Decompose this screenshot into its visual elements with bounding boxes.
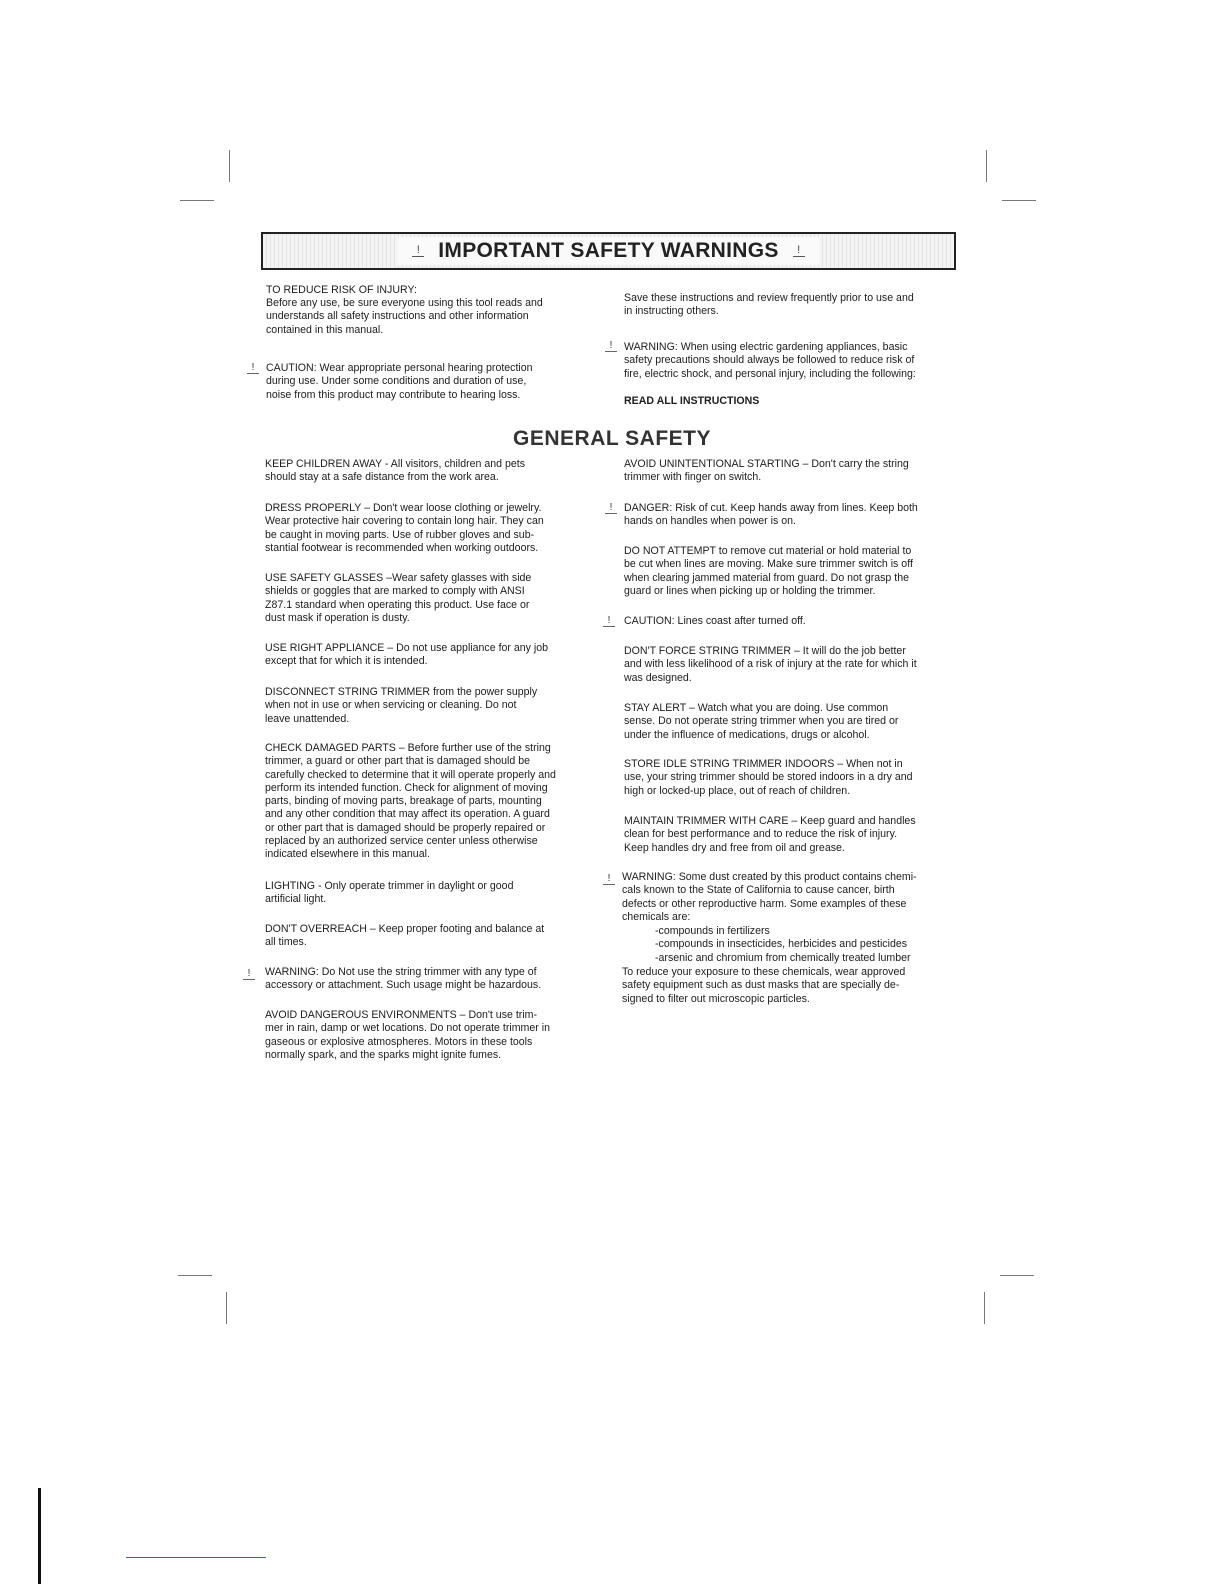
scan-blue-line	[126, 1557, 266, 1558]
risk-heading: TO REDUCE RISK OF INJURY:	[266, 284, 417, 296]
risk-body: Before any use, be sure everyone using this tool reads and understands all safety instructions and other information contained in this manual.	[266, 297, 543, 336]
dont-overreach: DON'T OVERREACH – Keep proper footing and balance at all times.	[265, 923, 545, 949]
read-all-instructions: READ ALL INSTRUCTIONS	[624, 395, 760, 407]
warning-triangle-icon: !	[605, 341, 617, 352]
stay-alert: STAY ALERT – Watch what you are doing. Use common sense. Do not operate string trimmer when you are tired or under the influence of medications, drugs or alcohol.	[624, 702, 899, 741]
reduce-exposure: To reduce your exposure to these chemicals, wear approved safety equipment such as dust masks that are specially de- signed to filter out microscopic particles.	[622, 966, 906, 1005]
crop-mark	[180, 200, 214, 201]
banner-title: IMPORTANT SAFETY WARNINGS	[438, 239, 779, 262]
warning-triangle-icon: !	[793, 245, 805, 257]
danger-cut: DANGER: Risk of cut. Keep hands away from lines. Keep both hands on handles when power is on.	[624, 502, 918, 528]
warning-dust: WARNING: Some dust created by this product contains chemi- cals known to the State of California to cause cancer, birth defects or other reproductive harm. Some examples of these chemicals are:	[622, 871, 917, 923]
save-instructions: Save these instructions and review frequently prior to use and in instructing others.	[624, 292, 914, 318]
store-idle-trimmer: STORE IDLE STRING TRIMMER INDOORS – When not in use, your string trimmer should be stored indoors in a dry and high or locked-up place, out of reach of children.	[624, 758, 913, 797]
safety-warnings-banner	[261, 232, 956, 270]
general-safety-title: GENERAL SAFETY	[513, 427, 711, 450]
avoid-dangerous-environments: AVOID DANGEROUS ENVIRONMENTS – Don't use trim- mer in rain, damp or wet locations. Do not operate trimmer in gaseous or explosive atmospheres. Motors in these tools normally spark, and the sparks might ignite fumes.	[265, 1009, 550, 1061]
dont-force-trimmer: DON'T FORCE STRING TRIMMER – It will do the job better and with less likelihood of a risk of injury at the rate for which it was designed.	[624, 645, 917, 684]
warning-triangle-icon: !	[412, 245, 424, 257]
warning-triangle-icon: !	[605, 503, 617, 514]
scan-edge-bar	[38, 1488, 41, 1584]
do-not-attempt: DO NOT ATTEMPT to remove cut material or hold material to be cut when lines are moving. Make sure trimmer switch is off when clearing jammed material from guard. Do not grasp the guard or lines when picking up or holding the trimmer.	[624, 545, 913, 597]
crop-mark	[1002, 200, 1036, 201]
use-safety-glasses: USE SAFETY GLASSES –Wear safety glasses with side shields or goggles that are marked to comply with ANSI Z87.1 standard when operating this product. Use face or dust mask if operation is dusty.	[265, 572, 532, 624]
banner-inner	[398, 237, 818, 265]
crop-mark	[229, 150, 230, 182]
lighting: LIGHTING - Only operate trimmer in daylight or good artificial light.	[265, 880, 514, 906]
crop-mark	[1000, 1275, 1034, 1276]
caution-hearing: CAUTION: Wear appropriate personal hearing protection during use. Under some conditions and duration of use, noise from this product may contribute to hearing loss.	[266, 362, 533, 401]
warning-triangle-icon: !	[243, 969, 255, 980]
warning-accessory: WARNING: Do Not use the string trimmer with any type of accessory or attachment. Such usage might be hazardous.	[265, 966, 542, 992]
crop-mark	[178, 1275, 212, 1276]
chem-list-item: -compounds in insecticides, herbicides and pesticides	[655, 938, 908, 950]
crop-mark	[984, 1292, 985, 1324]
avoid-unintentional-starting: AVOID UNINTENTIONAL STARTING – Don't carry the string trimmer with finger on switch.	[624, 458, 909, 484]
crop-mark	[226, 1292, 227, 1324]
maintain-trimmer: MAINTAIN TRIMMER WITH CARE – Keep guard and handles clean for best performance and to reduce the risk of injury. Keep handles dry and free from oil and grease.	[624, 815, 916, 854]
warning-electric: WARNING: When using electric gardening appliances, basic safety precautions should always be followed to reduce risk of fire, electric shock, and personal injury, including the following:	[624, 341, 916, 380]
check-damaged-parts: CHECK DAMAGED PARTS – Before further use of the string trimmer, a guard or other part that is damaged should be carefully checked to determine that it will operate properly and perform its intended function. Check for alignment of moving parts, binding of moving parts, breakage of parts, mounting and any other condition that may affect its operation. A guard or other part that is damaged should be properly repaired or replaced by an authorized service center unless otherwise indicated elsewhere in this manual.	[265, 742, 556, 861]
chem-list-item: -arsenic and chromium from chemically treated lumber	[655, 952, 911, 964]
disconnect-trimmer: DISCONNECT STRING TRIMMER from the power supply when not in use or when servicing or cleaning. Do not leave unattended.	[265, 686, 538, 725]
chem-list-item: -compounds in fertilizers	[655, 925, 770, 937]
use-right-appliance: USE RIGHT APPLIANCE – Do not use appliance for any job except that for which it is intended.	[265, 642, 549, 668]
warning-triangle-icon: !	[247, 363, 259, 374]
keep-children-away: KEEP CHILDREN AWAY - All visitors, children and pets should stay at a safe distance from the work area.	[265, 458, 526, 484]
warning-triangle-icon: !	[603, 616, 615, 627]
dress-properly: DRESS PROPERLY – Don't wear loose clothing or jewelry. Wear protective hair covering to contain long hair. They can be caught in moving parts. Use of rubber gloves and sub- stantial footwear is recommended when working outdoors.	[265, 502, 544, 554]
crop-mark	[986, 150, 987, 182]
caution-lines-coast: CAUTION: Lines coast after turned off.	[624, 615, 806, 627]
warning-triangle-icon: !	[603, 874, 615, 885]
